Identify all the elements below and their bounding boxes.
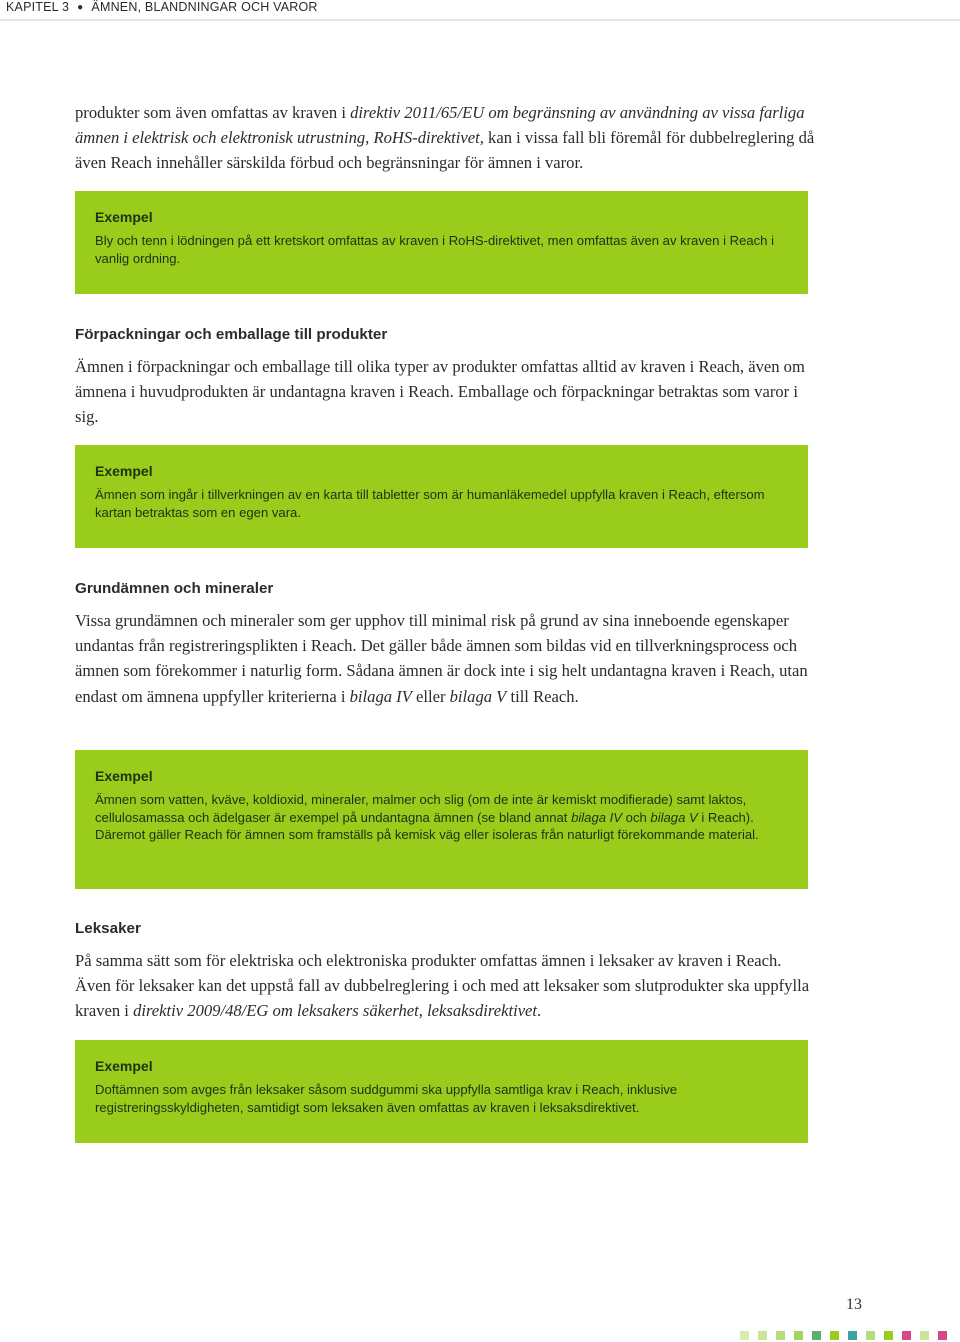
header-rule	[0, 19, 960, 21]
footer-square	[902, 1331, 911, 1340]
section-forpackningar-body	[75, 354, 815, 430]
section-grundamnen-body	[75, 608, 815, 709]
example-title: Exempel	[95, 209, 153, 225]
example-box-4	[75, 1040, 808, 1143]
example-title: Exempel	[95, 768, 153, 784]
example-text: Doftämnen som avges från leksaker såsom suddgummi ska uppfylla samtliga krav i Reach, inklusive registreringsskyldigheten, samtidigt som leksaken även omfattas av kraven i leksaksdirektivet.	[95, 1082, 678, 1115]
section-forpackningar	[75, 326, 815, 343]
section-paragraph: Vissa grundämnen och mineraler som ger upphov till minimal risk på grund av sina inneboende egenskaper undantas från registreringsplikten i Reach. Det gäller både ämnen som bildas vid en tillverkningsprocess och ämnen som förekommer i naturlig form. Sådana ämnen är dock inte i sig helt undantagna kraven i Reach, utan endast om ämnena uppfyller kriterierna i bilaga IV eller bilaga V till Reach.	[75, 611, 808, 706]
footer-decoration	[740, 1331, 960, 1342]
bullet-icon: ●	[77, 2, 84, 13]
header-section: ÄMNEN, BLANDNINGAR OCH VAROR	[91, 0, 318, 14]
footer-square	[776, 1331, 785, 1340]
footer-square	[830, 1331, 839, 1340]
section-heading: Grundämnen och mineraler	[75, 580, 274, 597]
example-box-2	[75, 445, 808, 548]
section-leksaker	[75, 920, 815, 937]
example-box-3	[75, 750, 808, 889]
intro-paragraph-block	[75, 100, 815, 176]
example-text: Bly och tenn i lödningen på ett kretskort omfattas av kraven i RoHS-direktivet, men omfattas även av kraven i Reach i vanlig ordning.	[95, 233, 775, 266]
header-chapter: KAPITEL 3	[6, 0, 70, 14]
section-leksaker-body	[75, 948, 815, 1024]
example-box-1	[75, 191, 808, 294]
example-title: Exempel	[95, 1058, 153, 1074]
footer-square	[920, 1331, 929, 1340]
footer-square	[812, 1331, 821, 1340]
intro-paragraph: produkter som även omfattas av kraven i direktiv 2011/65/EU om begränsning av användning av vissa farliga ämnen i elektrisk och elektronisk utrustning, RoHS-direktivet, kan i vissa fall bli föremål för dubbelreglering då även Reach innehåller särskilda förbud och begränsningar för ämnen i varor.	[75, 103, 815, 173]
footer-square	[884, 1331, 893, 1340]
section-grundamnen	[75, 580, 815, 597]
section-heading: Leksaker	[75, 920, 141, 937]
section-heading: Förpackningar och emballage till produkter	[75, 326, 388, 343]
example-title: Exempel	[95, 463, 153, 479]
section-paragraph: På samma sätt som för elektriska och elektroniska produkter omfattas ämnen i leksaker av kraven i Reach. Även för leksaker kan det uppstå fall av dubbelreglering i och med att leksaker som slutprodukter ska uppfylla kraven i direktiv 2009/48/EG om leksakers säkerhet, leksaksdirektivet.	[75, 951, 810, 1021]
section-paragraph: Ämnen i förpackningar och emballage till olika typer av produkter omfattas alltid av kraven i Reach, även om ämnena i huvudprodukten är undantagna kraven i Reach. Emballage och förpackningar betraktas som varor i sig.	[75, 357, 805, 427]
page-number: 13	[846, 1296, 862, 1313]
footer-square	[938, 1331, 947, 1340]
example-text: Ämnen som vatten, kväve, koldioxid, mineraler, malmer och slig (om de inte är kemiskt modifierade) samt laktos, cellulosamassa och ädelgaser är exempel på undantagna ämnen (se bland annat bilaga IV och bilaga V i Reach). Däremot gäller Reach för ämnen som framställs på kemisk väg eller isoleras från naturligt förekommande material.	[95, 792, 759, 843]
footer-square	[794, 1331, 803, 1340]
footer-square	[740, 1331, 749, 1340]
footer-square	[758, 1331, 767, 1340]
running-header	[0, 0, 960, 16]
example-text: Ämnen som ingår i tillverkningen av en karta till tabletter som är humanläkemedel uppfylla kraven i Reach, eftersom kartan betraktas som en egen vara.	[95, 487, 765, 520]
footer-square	[848, 1331, 857, 1340]
header-text	[6, 0, 318, 14]
footer-square	[866, 1331, 875, 1340]
